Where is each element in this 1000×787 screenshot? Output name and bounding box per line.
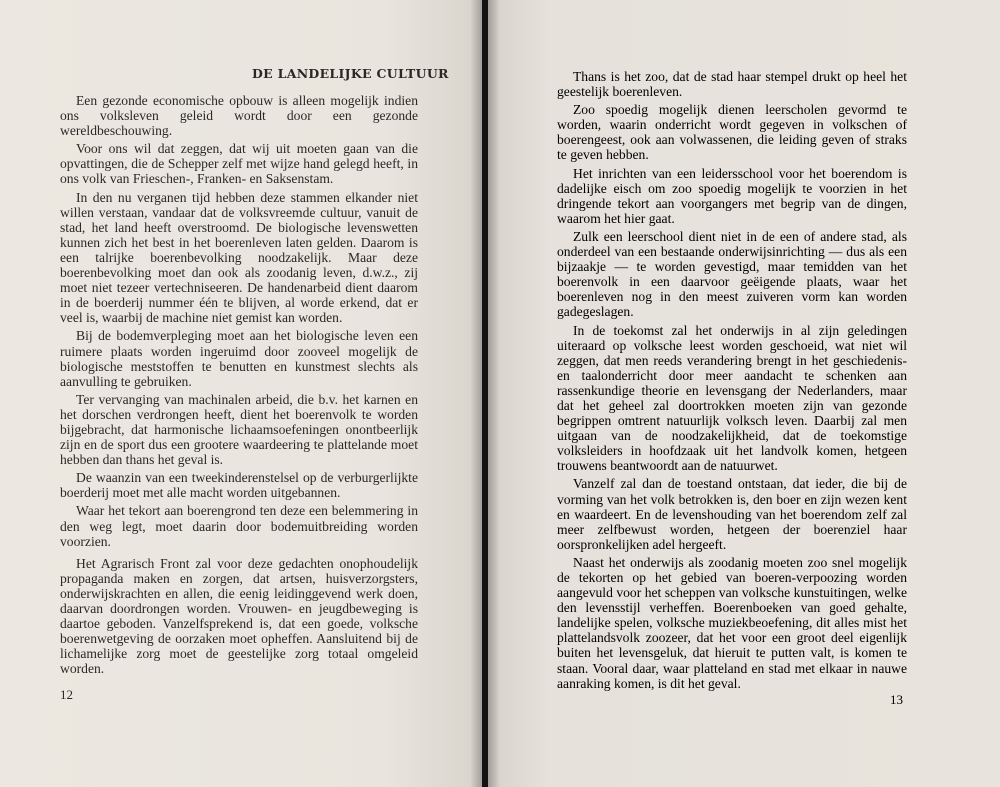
paragraph: Waar het tekort aan boerengrond ten deze een belemmering in den weg legt, moet daarin door bodemuitbreiding worden voorzien. [60, 503, 418, 549]
paragraph: Het Agrarisch Front zal voor deze gedachten onophoudelijk propaganda maken en zorgen, dat artsen, huisverzorgsters, onderwijskrachten en allen, die eenig leidinggevend werk doen, daarvan doordrongen worden. Vrouwen- en jeugdbeweging is daartoe geboden. Vanzelfsprekend is, dat een goede, volksche boerenwetgeving de oorzaken moet opheffen. Aansluitend bij de lichamelijke zorg moet de geestelijke zorg totaal omgeleid worden. [60, 555, 418, 677]
left-page [0, 0, 482, 787]
paragraph: Vanzelf zal dan de toestand ontstaan, dat ieder, die bij de vorming van het volk betrokken is, den boer en zijn wezen kent en waardeert. En de levenshouding van het boerendom zelf zal meer zelfbewust worden, hetgeen der boerenziel haar oorspronkelijken adel hergeeft. [557, 476, 907, 552]
running-head: DE LANDELIJKE CULTUUR [252, 66, 449, 81]
book-gutter [470, 0, 500, 787]
paragraph: In den nu verganen tijd hebben deze stammen elkander niet willen verstaan, vandaar dat de volksvreemde cultuur, vanuit de stad, het land heeft overstroomd. De biologische levenswetten kunnen zich het best in het boerenleven laten gelden. Daarom is een talrijke boerenbevolking noodzakelijk. Maar deze boerenbevolking moet dan ook als zoodanig leven, d.w.z., zij moet niet tezeer vertechniseeren. De handenarbeid dient daarom in de boerderij nummer één te blijven, al worde erkend, dat er veel is, waarbij de machine niet gemist kan worden. [60, 189, 418, 326]
paragraph: Een gezonde economische opbouw is alleen mogelijk indien ons volksleven geleid wordt door een gezonde wereldbeschouwing. [60, 93, 418, 139]
paragraph: Het inrichten van een leidersschool voor het boerendom is dadelijke eisch om zoo spoedig mogelijk te voorzien in het dringende tekort aan voorgangers met begrip van de dingen, waarom het hier gaat. [557, 165, 907, 226]
paragraph: Zoo spoedig mogelijk dienen leerscholen gevormd te worden, waarin onderricht wordt gegeven in volkschen of boerengeest, ook aan volwassenen, die leiding geven of straks te geven hebben. [557, 102, 907, 163]
right-page-body [557, 69, 907, 694]
paragraph: Zulk een leerschool dient niet in de een of andere stad, als onderdeel van een bestaande onderwijsinrichting — dus als een bijzaakje — te worden gevestigd, maar temidden van het boerenvolk in een daarvoor geëigende plaats, waar het boerenleven nog in den meest zuiveren vorm kan worden gadegeslagen. [557, 228, 907, 320]
paragraph: Bij de bodemverpleging moet aan het biologische leven een ruimere plaats worden ingeruimd door zooveel mogelijk de biologische meststoffen te benutten en kunstmest slechts als aanvulling te gebruiken. [60, 328, 418, 389]
left-page-body [60, 93, 418, 679]
paragraph: In de toekomst zal het onderwijs in al zijn geledingen uiteraard op volksche leest worden geschoeid, wat niet wil zeggen, dat men reeds verandering brengt in het geschiedenis- en taalonderricht door meer aandacht te schenken aan rassenkundige theorie en levensgang der Nederlanders, maar dat het geheel zal doortrokken moeten zijn van gezonde begrippen omtrent natuurlijk volksch leven. Daarbij zal men uitgaan van de noodzakelijkheid, dat de toekomstige volksleiders in hoofdzaak uit het landvolk komen, hetgeen trouwens beantwoordt aan de natuurwet. [557, 322, 907, 474]
paragraph: Naast het onderwijs als zoodanig moeten zoo snel mogelijk de tekorten op het gebied van boeren-verpoozing worden aangevuld voor het scheppen van volksche kunstuitingen, welke den levensstijl verheffen. Boerenboeken van goed gehalte, landelijke spelen, volksche muziekbeoefening, dit alles mist het plattelandsvolk zoozeer, dat het voor een groot deel eigenlijk buiten het levensgeluk, dat hieruit te putten valt, is komen te staan. Vooral daar, waar platteland en stad met elkaar in nauwe aanraking komen, is dit het geval. [557, 554, 907, 691]
paragraph: De waanzin van een tweekinderenstelsel op de verburgerlijkte boerderij moet met alle macht worden uitgebannen. [60, 470, 418, 501]
paragraph: Ter vervanging van machinalen arbeid, die b.v. het karnen en het dorschen verdrongen heeft, dient het boerenvolk te worden bijgebracht, dat harmonische lichaamsoefeningen onontbeerlijk zijn en de sport dus een grootere waardeering te plattelande moet hebben dan thans het geval is. [60, 391, 418, 468]
page-number: 13 [890, 692, 903, 707]
paragraph: Voor ons wil dat zeggen, dat wij uit moeten gaan van die opvattingen, die de Schepper zelf met wijze hand gelegd heeft, in ons volk van Frieschen-, Franken- en Saksenstam. [60, 141, 418, 187]
paragraph: Thans is het zoo, dat de stad haar stempel drukt op heel het geestelijk boerenleven. [557, 69, 907, 100]
page-number: 12 [60, 687, 73, 702]
